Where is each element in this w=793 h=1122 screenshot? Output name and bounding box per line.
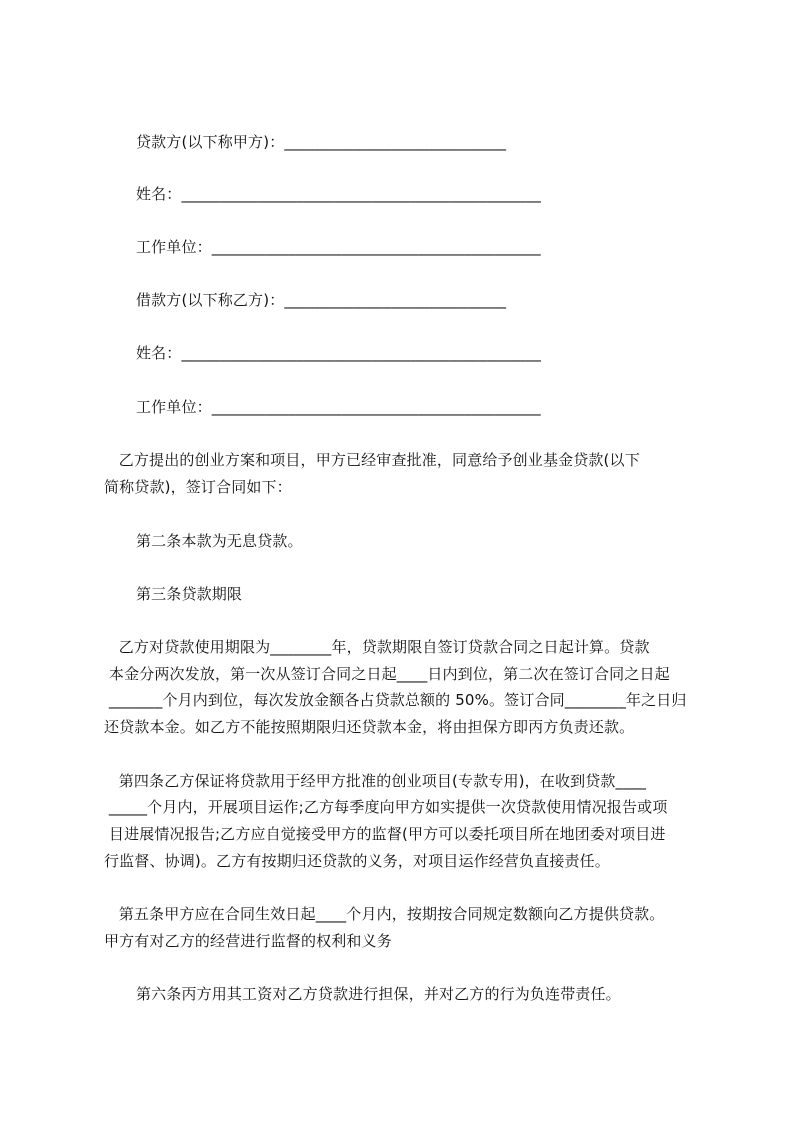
article-4-line-3: 目进展情况报告;乙方应自觉接受甲方的监督(甲方可以委托项目所在地团委对项目进 xyxy=(104,825,666,843)
borrower-name-blank: _______________________________________________ xyxy=(181,344,542,362)
article-3-line-3: _______个月内到位，每次发放金额各占贷款总额的 50%。签订合同________年之日归 xyxy=(104,691,687,709)
lender-field xyxy=(136,132,506,152)
borrower-name-label: 姓名： xyxy=(136,344,182,362)
borrower-work-blank: ___________________________________________ xyxy=(211,398,541,416)
article-3-line-4: 还贷款本金。如乙方不能按照期限归还贷款本金，将由担保方即丙方负责还款。 xyxy=(104,718,635,736)
borrower-blank: _____________________________ xyxy=(284,291,507,309)
lender-label: 贷款方(以下称甲方)： xyxy=(136,133,285,151)
article-4-line-4: 行监督、协调)。乙方有按期归还贷款的义务，对项目运作经营负直接责任。 xyxy=(104,852,610,870)
lender-name-field xyxy=(136,184,541,204)
lender-work-blank: ___________________________________________ xyxy=(211,238,541,256)
article-3-line-1: 乙方对贷款使用期限为________年，贷款期限自签订贷款合同之日起计算。贷款 xyxy=(104,638,650,656)
borrower-label: 借款方(以下称乙方)： xyxy=(136,291,285,309)
article-4-line-1: 第四条乙方保证将贷款用于经甲方批准的创业项目(专款专用)，在收到贷款____ xyxy=(104,772,647,790)
intro-line-1: 乙方提出的创业方案和项目，甲方已经审查批准，同意给予创业基金贷款(以下 xyxy=(104,451,640,469)
lender-work-field xyxy=(136,237,541,257)
intro-line-2: 简称贷款)，签订合同如下： xyxy=(104,478,292,496)
borrower-work-label: 工作单位： xyxy=(136,398,212,416)
lender-work-label: 工作单位： xyxy=(136,238,212,256)
article-6: 第六条丙方用其工资对乙方贷款进行担保，并对乙方的行为负连带责任。 xyxy=(136,985,621,1003)
article-3-title: 第三条贷款期限 xyxy=(136,585,243,603)
article-2: 第二条本款为无息贷款。 xyxy=(136,532,303,550)
borrower-field xyxy=(136,290,506,310)
borrower-work-field xyxy=(136,397,541,417)
article-5-line-1: 第五条甲方应在合同生效日起____个月内，按期按合同规定数额向乙方提供贷款。 xyxy=(104,905,665,923)
borrower-name-field xyxy=(136,343,541,363)
article-5-line-2: 甲方有对乙方的经营进行监督的权利和义务 xyxy=(104,932,392,950)
lender-name-blank: _______________________________________________ xyxy=(181,185,542,203)
article-4-line-2: _____个月内，开展项目运作;乙方每季度向甲方如实提供一次贷款使用情况报告或项 xyxy=(104,798,668,816)
lender-name-label: 姓名： xyxy=(136,185,182,203)
lender-blank: _____________________________ xyxy=(284,133,507,151)
article-3-line-2: 本金分两次发放，第一次从签订合同之日起____日内到位，第二次在签订合同之日起 xyxy=(104,665,670,683)
